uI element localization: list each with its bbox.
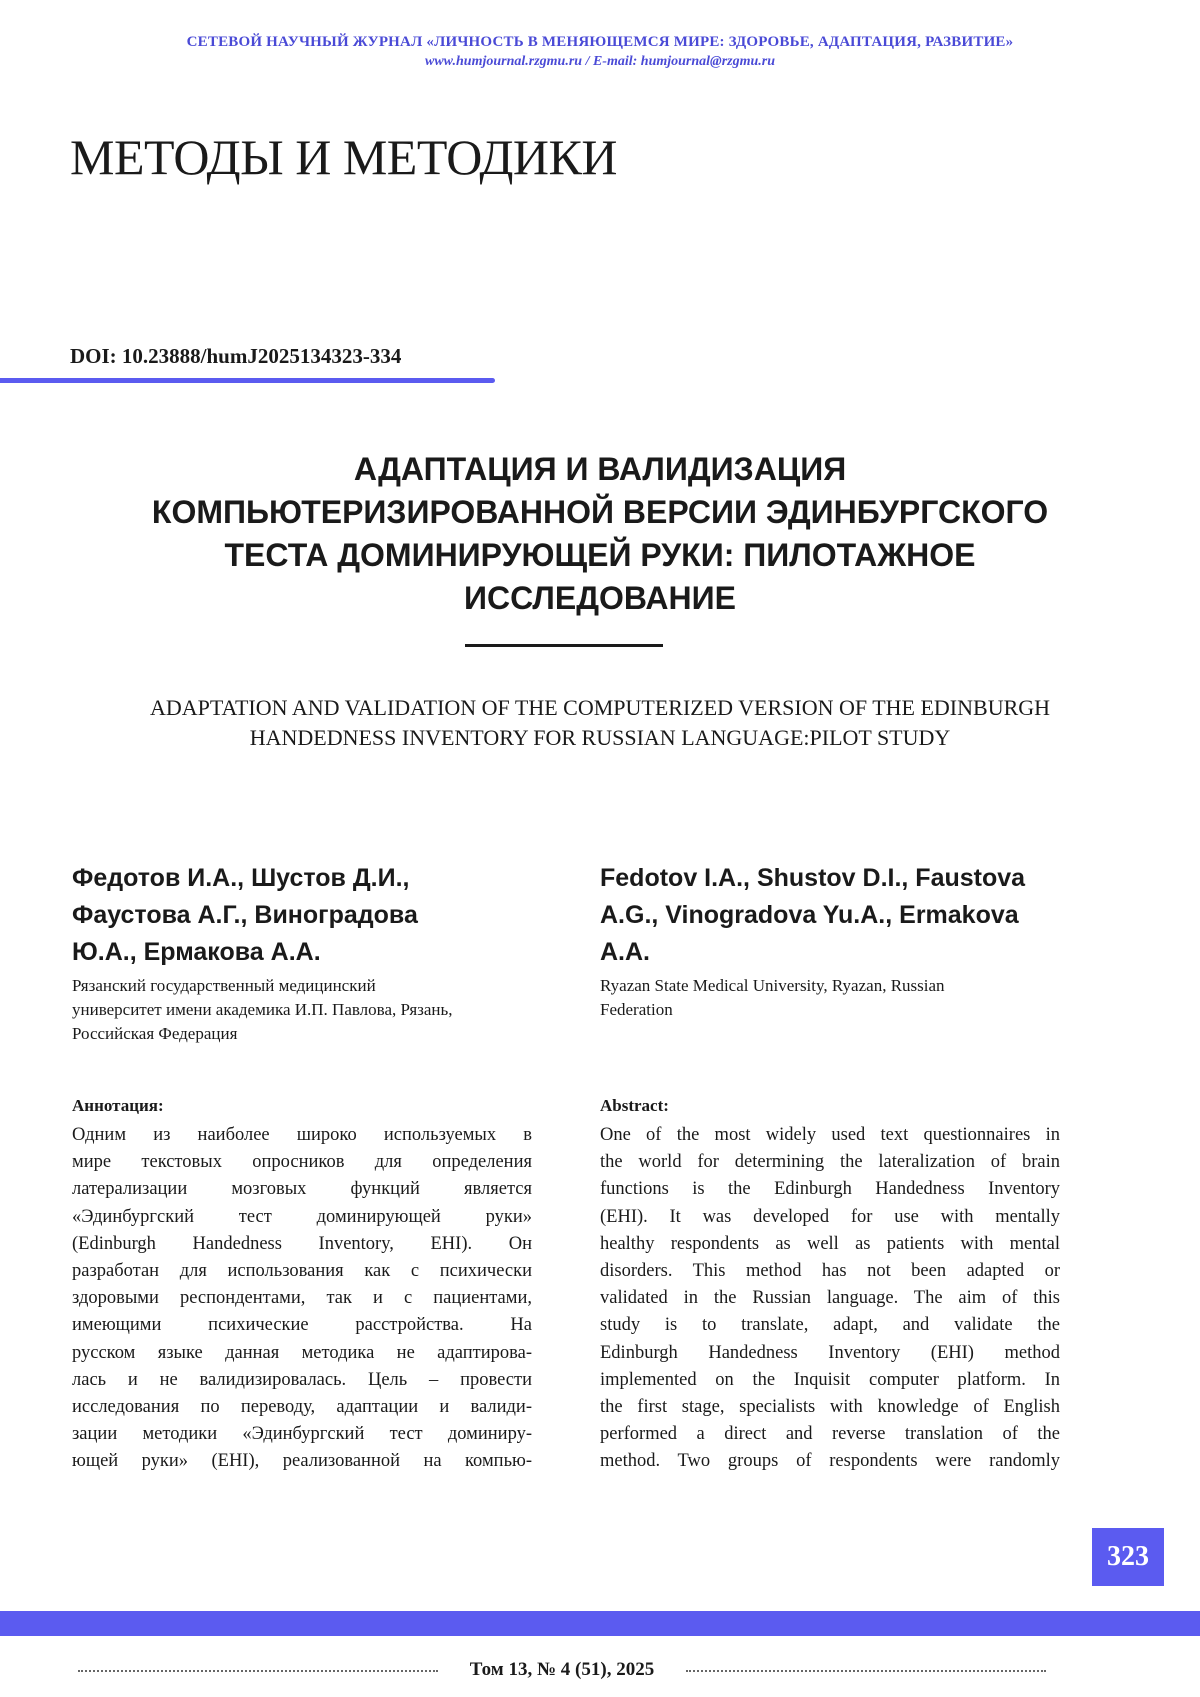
authors-ru-line: Ю.А., Ермакова А.А. (72, 938, 321, 966)
affiliation-ru (72, 974, 532, 1046)
abstract-ru-line: латерализации мозговых функций является (72, 1179, 532, 1200)
abstract-en-line: the world for determining the lateralization of brain (600, 1152, 1060, 1173)
title-ru-line: ИССЛЕДОВАНИЕ (464, 580, 736, 616)
abstract-en-label: Abstract: (600, 1096, 669, 1115)
abstract-ru-line: «Эдинбургский тест доминирующей руки» (72, 1206, 532, 1227)
authors-en-line: Fedotov I.A., Shustov D.I., Faustova (600, 864, 1026, 892)
authors-en-line: A.G., Vinogradova Yu.A., Ermakova (600, 901, 1019, 929)
authors-ru (72, 860, 532, 971)
journal-header (0, 34, 1200, 70)
abstract-en-line: (EHI). It was developed for use with mentally (600, 1206, 1060, 1227)
affiliation-ru-line: университет имени академика И.П. Павлова, Рязань, (72, 1000, 453, 1019)
footer-dots-left (78, 1670, 438, 1672)
title-en-line: ADAPTATION AND VALIDATION OF THE COMPUTERIZED VERSION OF THE EDINBURGH (149, 695, 1051, 720)
footer-dots-right (686, 1670, 1046, 1672)
authors-ru-line: Федотов И.А., Шустов Д.И., (72, 864, 410, 892)
footer (0, 1659, 1200, 1683)
abstract-ru-line: имеющими психические расстройства. На (72, 1315, 532, 1336)
abstract-en-line: study is to translate, adapt, and validate the (600, 1315, 1060, 1336)
footer-volume: Том 13, № 4 (51), 2025 (469, 1659, 655, 1680)
abstract-en-line: Edinburgh Handedness Inventory (EHI) method (600, 1342, 1060, 1363)
abstract-ru (72, 1122, 532, 1476)
abstract-ru-line: лась и не валидизировалась. Цель – провести (72, 1369, 532, 1390)
authors-en-line: A.A. (600, 938, 650, 966)
journal-title: СЕТЕВОЙ НАУЧНЫЙ ЖУРНАЛ «ЛИЧНОСТЬ В МЕНЯЮЩЕМСЯ МИРЕ: ЗДОРОВЬЕ, АДАПТАЦИЯ, РАЗВИТИЕ» (186, 34, 1014, 50)
title-ru-line: КОМПЬЮТЕРИЗИРОВАННОЙ ВЕРСИИ ЭДИНБУРГСКОГО (151, 494, 1049, 530)
title-en-line: HANDEDNESS INVENTORY FOR RUSSIAN LANGUAGE:PILOT STUDY (249, 725, 951, 750)
page-number-badge: 323 (1092, 1528, 1164, 1586)
abstract-ru-line: мире текстовых опросников для определения (72, 1152, 532, 1173)
section-title: МЕТОДЫ И МЕТОДИКИ (70, 129, 617, 185)
article-title-ru (70, 448, 1130, 620)
footer-band (0, 1611, 1200, 1636)
abstract-en-line: disorders. This method has not been adapted or (600, 1261, 1060, 1282)
affiliation-ru-line: Российская Федерация (72, 1024, 238, 1043)
abstract-en-line: functions is the Edinburgh Handedness Inventory (600, 1179, 1060, 1200)
title-divider (465, 644, 663, 647)
authors-ru-line: Фаустова А.Г., Виноградова (72, 901, 418, 929)
doi: DOI: 10.23888/humJ2025134323-334 (70, 344, 402, 368)
abstract-en (600, 1122, 1060, 1476)
affiliation-ru-line: Рязанский государственный медицинский (72, 976, 376, 995)
abstract-en-line: implemented on the Inquisit computer platform. In (600, 1369, 1060, 1390)
abstract-ru-line: исследования по переводу, адаптации и валиди- (72, 1397, 532, 1418)
abstract-ru-line: русском языке данная методика не адаптирова- (72, 1342, 532, 1363)
doi-underline (0, 378, 495, 383)
abstract-ru-line: ющей руки» (EHI), реализованной на компью- (72, 1451, 532, 1472)
abstract-ru-line: разработан для использования как с психически (72, 1261, 532, 1282)
abstract-ru-line: (Edinburgh Handedness Inventory, EHI). Он (72, 1233, 532, 1254)
journal-website-email: www.humjournal.rzgmu.ru / E-mail: humjournal@rzgmu.ru (425, 54, 775, 69)
abstract-en-line: the first stage, specialists with knowledge of English (600, 1397, 1060, 1418)
abstract-ru-line: зации методики «Эдинбургский тест доминиру- (72, 1424, 532, 1445)
abstract-ru-line: Одним из наиболее широко используемых в (72, 1125, 532, 1145)
affiliation-en (600, 974, 1060, 1022)
abstract-en-line: validated in the Russian language. The aim of this (600, 1288, 1060, 1309)
title-ru-line: АДАПТАЦИЯ И ВАЛИДИЗАЦИЯ (353, 451, 847, 487)
abstract-en-line: method. Two groups of respondents were randomly (600, 1451, 1060, 1472)
affiliation-en-line: Ryazan State Medical University, Ryazan, Russian (600, 976, 945, 995)
abstract-ru-line: здоровыми респондентами, так и с пациентами, (72, 1288, 532, 1309)
abstract-en-line: healthy respondents as well as patients with mental (600, 1233, 1060, 1254)
authors-en (600, 860, 1060, 971)
abstract-ru-label: Аннотация: (72, 1096, 164, 1115)
title-ru-line: ТЕСТА ДОМИНИРУЮЩЕЙ РУКИ: ПИЛОТАЖНОЕ (224, 537, 976, 573)
abstract-en-line: One of the most widely used text questionnaires in (600, 1125, 1060, 1145)
affiliation-en-line: Federation (600, 1000, 673, 1019)
abstract-en-line: performed a direct and reverse translation of the (600, 1424, 1060, 1445)
article-title-en (70, 693, 1130, 753)
